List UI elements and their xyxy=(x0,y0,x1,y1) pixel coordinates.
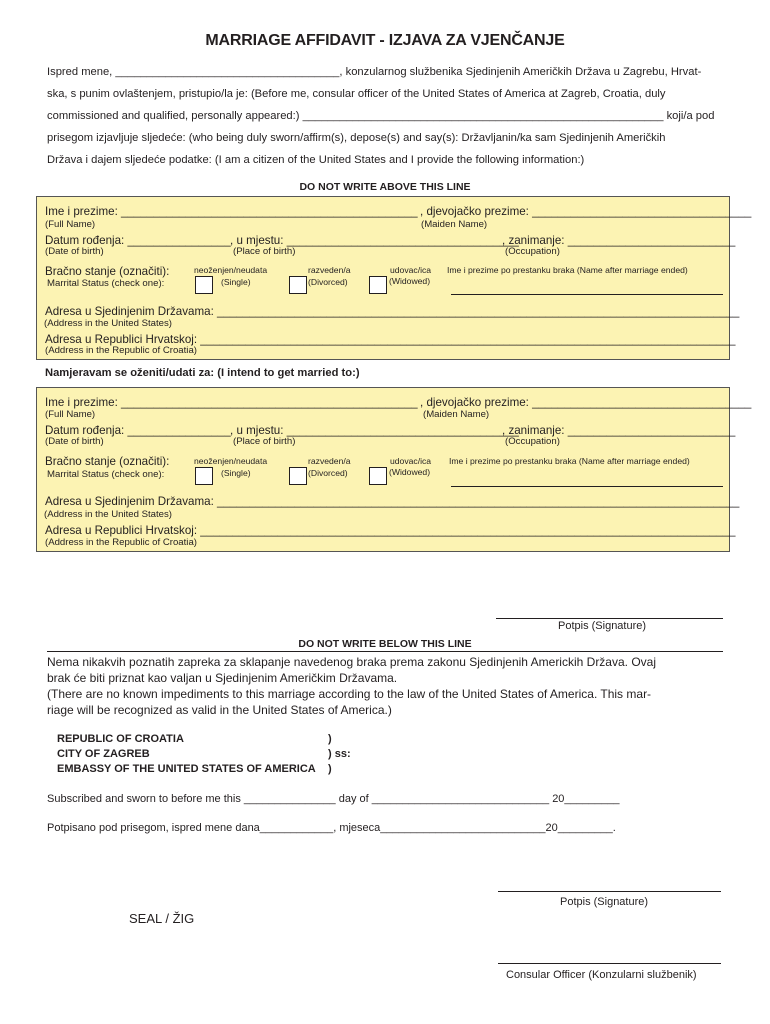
name-after-marriage-label: Ime i prezime po prestanku braka (Name after marriage ended) xyxy=(447,265,688,275)
marital-status-hr: Bračno stanje (označiti): xyxy=(45,455,170,468)
statement-line-1: Nema nikakvih poznatih zapreka za sklapanje navedenog braka prema zakonu Sjedinjenih Americkih Država. Ovaj xyxy=(47,655,656,669)
signature-label-2: Potpis (Signature) xyxy=(560,896,649,908)
venue-ss: ) ss: xyxy=(328,748,351,760)
option-widowed-hr: udovac/ica xyxy=(390,265,432,275)
marital-status-en: Marrital Status (check one): xyxy=(47,469,165,480)
option-divorced-en: (Divorced) xyxy=(308,468,348,478)
occupation-en: (Occupation) xyxy=(505,436,560,447)
name-after-marriage-label: Ime i prezime po prestanku braka (Name after marriage ended) xyxy=(449,456,690,466)
single-checkbox[interactable] xyxy=(195,276,213,294)
intro-line-5: Država i dajem sljedeće podatke: (I am a citizen of the United States and I provide the following information:) xyxy=(47,154,585,166)
address-us-en: (Address in the United States) xyxy=(44,318,172,329)
option-divorced-hr: razveden/a xyxy=(308,265,351,275)
full-name-en: (Full Name) xyxy=(45,409,96,420)
divorced-checkbox[interactable] xyxy=(289,467,307,485)
intro-line-4: prisegom izjavljuje sljedeće: (who being duly sworn/affirm(s), depose(s) and say(s): Državljanin/ka sam Sjedinjenih Američkih xyxy=(47,132,666,144)
dob-en: (Date of birth) xyxy=(45,436,104,447)
consular-officer-label: Consular Officer (Konzularni službenik) xyxy=(506,969,697,981)
address-hr-en: (Address in the Republic of Croatia) xyxy=(45,345,197,356)
pob-en: (Place of birth) xyxy=(233,246,296,257)
dob-en: (Date of birth) xyxy=(45,246,104,257)
pob-field[interactable]: , u mjestu: ____________________________________ xyxy=(230,424,519,437)
full-name-en: (Full Name) xyxy=(45,219,96,230)
do-not-write-above: DO NOT WRITE ABOVE THIS LINE xyxy=(299,181,471,193)
address-hr-field[interactable]: Adresa u Republici Hrvatskoj: ___________________________________________________________________________________ xyxy=(45,333,736,346)
occupation-en: (Occupation) xyxy=(505,246,560,257)
marital-status-hr: Bračno stanje (označiti): xyxy=(45,265,170,278)
dob-field[interactable]: Datum rođenja: ________________ xyxy=(45,234,231,247)
option-single-hr: neoženjen/neudata xyxy=(194,456,268,466)
address-us-field[interactable]: Adresa u Sjedinjenim Državama: _________________________________________________________________________________ xyxy=(45,305,740,318)
address-hr-field[interactable]: Adresa u Republici Hrvatskoj: ___________________________________________________________________________________ xyxy=(45,524,736,537)
widowed-checkbox[interactable] xyxy=(369,467,387,485)
consular-signature-line[interactable] xyxy=(498,963,721,964)
intro-line-2: ska, s punim ovlaštenjem, pristupio/la je: (Before me, consular officer of the United States of America at Zagreb, Croatia, duly xyxy=(47,88,666,100)
intro-line-1: Ispred mene, ____________________________________, konzularnog službenika Sjedinjenih Američkih Država u Zagrebu, Hrvat- xyxy=(47,66,702,78)
option-widowed-hr: udovac/ica xyxy=(390,456,432,466)
widowed-checkbox[interactable] xyxy=(369,276,387,294)
divider-line xyxy=(47,651,723,652)
maiden-name-field[interactable]: , djevojačko prezime: __________________________________ xyxy=(420,205,752,218)
divorced-checkbox[interactable] xyxy=(289,276,307,294)
name-after-marriage-line[interactable] xyxy=(451,294,723,295)
full-name-field[interactable]: Ime i prezime: ______________________________________________ xyxy=(45,205,418,218)
seal-label: SEAL / ŽIG xyxy=(129,911,195,926)
venue-country: REPUBLIC OF CROATIA xyxy=(57,733,184,745)
venue-paren-1: ) xyxy=(328,733,332,745)
statement-line-3: (There are no known impediments to this marriage according to the law of the United States of America. This mar- xyxy=(47,687,652,701)
do-not-write-below: DO NOT WRITE BELOW THIS LINE xyxy=(298,638,472,650)
full-name-field[interactable]: Ime i prezime: ______________________________________________ xyxy=(45,396,418,409)
signature-line[interactable] xyxy=(496,618,723,619)
option-widowed-en: (Widowed) xyxy=(389,276,431,286)
option-divorced-hr: razveden/a xyxy=(308,456,351,466)
venue-embassy: EMBASSY OF THE UNITED STATES OF AMERICA xyxy=(57,763,316,775)
signature-label: Potpis (Signature) xyxy=(558,620,647,632)
intend-to-marry-heading: Namjeravam se oženiti/udati za: (I intend to get married to:) xyxy=(45,367,360,379)
occupation-field[interactable]: , zanimanje: __________________________ xyxy=(502,234,736,247)
address-hr-en: (Address in the Republic of Croatia) xyxy=(45,537,197,548)
signature-line-2[interactable] xyxy=(498,891,721,892)
address-us-field[interactable]: Adresa u Sjedinjenim Državama: _________________________________________________________________________________ xyxy=(45,495,740,508)
pob-field[interactable]: , u mjestu: ____________________________________ xyxy=(230,234,519,247)
option-divorced-en: (Divorced) xyxy=(308,277,348,287)
option-single-en: (Single) xyxy=(221,277,251,287)
potpisano-line[interactable]: Potpisano pod prisegom, ispred mene dana____________, mjeseca___________________________20_________. xyxy=(47,822,616,834)
address-us-en: (Address in the United States) xyxy=(44,509,172,520)
marital-status-en: Marrital Status (check one): xyxy=(47,278,165,289)
dob-field[interactable]: Datum rođenja: ________________ xyxy=(45,424,231,437)
document-title: MARRIAGE AFFIDAVIT - IZJAVA ZA VJENČANJE xyxy=(205,32,565,49)
subscribed-line[interactable]: Subscribed and sworn to before me this _______________ day of _____________________________ 20_________ xyxy=(47,793,620,805)
name-after-marriage-line[interactable] xyxy=(451,486,723,487)
option-widowed-en: (Widowed) xyxy=(389,467,431,477)
pob-en: (Place of birth) xyxy=(233,436,296,447)
maiden-name-field[interactable]: , djevojačko prezime: __________________________________ xyxy=(420,396,752,409)
occupation-field[interactable]: , zanimanje: __________________________ xyxy=(502,424,736,437)
maiden-name-en: (Maiden Name) xyxy=(423,409,490,420)
venue-city: CITY OF ZAGREB xyxy=(57,748,150,760)
statement-line-4: riage will be recognized as valid in the United States of America.) xyxy=(47,703,392,717)
venue-paren-3: ) xyxy=(328,763,332,775)
single-checkbox[interactable] xyxy=(195,467,213,485)
maiden-name-en: (Maiden Name) xyxy=(421,219,488,230)
applicant-box xyxy=(36,196,752,360)
option-single-hr: neoženjen/neudata xyxy=(194,265,268,275)
intro-line-3: commissioned and qualified, personally appeared:) __________________________________________________________ koji/a pod xyxy=(47,110,715,122)
option-single-en: (Single) xyxy=(221,468,251,478)
spouse-box xyxy=(36,387,752,552)
statement-line-2: brak će biti priznat kao valjan u Sjedinjenim Američkim Državama. xyxy=(47,671,398,685)
